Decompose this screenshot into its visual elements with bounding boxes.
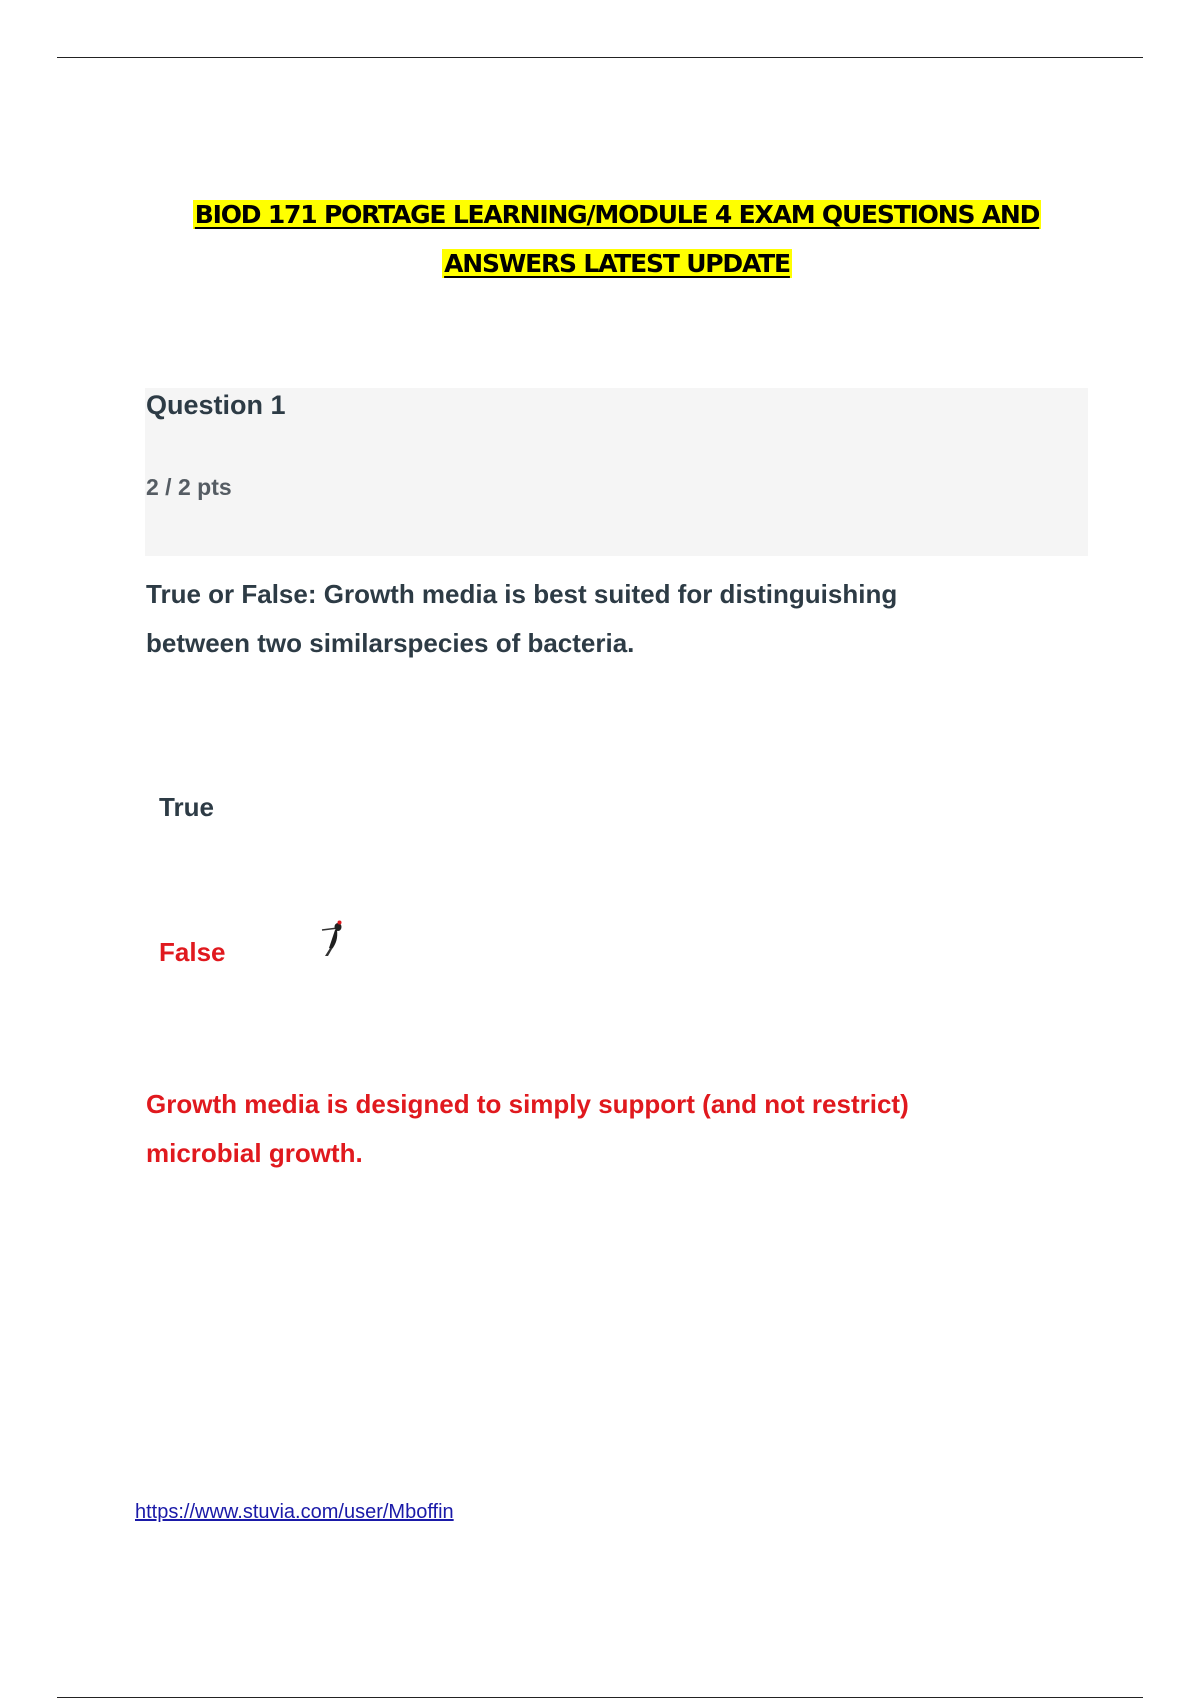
question-text: [146, 570, 1066, 668]
document-title: [0, 190, 1200, 288]
question-text-line-1: True or False: Growth media is best suited for distinguishing: [146, 579, 898, 609]
bottom-rule: [57, 1697, 1143, 1698]
source-link[interactable]: https://www.stuvia.com/user/Mboffin: [135, 1501, 454, 1523]
answer-explanation: [146, 1080, 1066, 1178]
correct-answer-marker-icon: [316, 918, 346, 958]
top-rule: [57, 57, 1143, 58]
question-points: 2 / 2 pts: [146, 474, 232, 500]
explanation-line-1: Growth media is designed to simply support (and not restrict): [146, 1089, 909, 1119]
answer-option-true: True: [159, 792, 214, 822]
question-name: Question 1: [146, 390, 286, 420]
answer-option-false: False: [159, 937, 226, 967]
title-line-2: ANSWERS LATEST UPDATE: [444, 249, 790, 278]
question-text-line-2: between two similarspecies of bacteria.: [146, 628, 635, 658]
explanation-line-2: microbial growth.: [146, 1138, 363, 1168]
question-header: [145, 388, 1088, 556]
title-line-1: BIOD 171 PORTAGE LEARNING/MODULE 4 EXAM QUESTIONS AND: [194, 200, 1040, 229]
